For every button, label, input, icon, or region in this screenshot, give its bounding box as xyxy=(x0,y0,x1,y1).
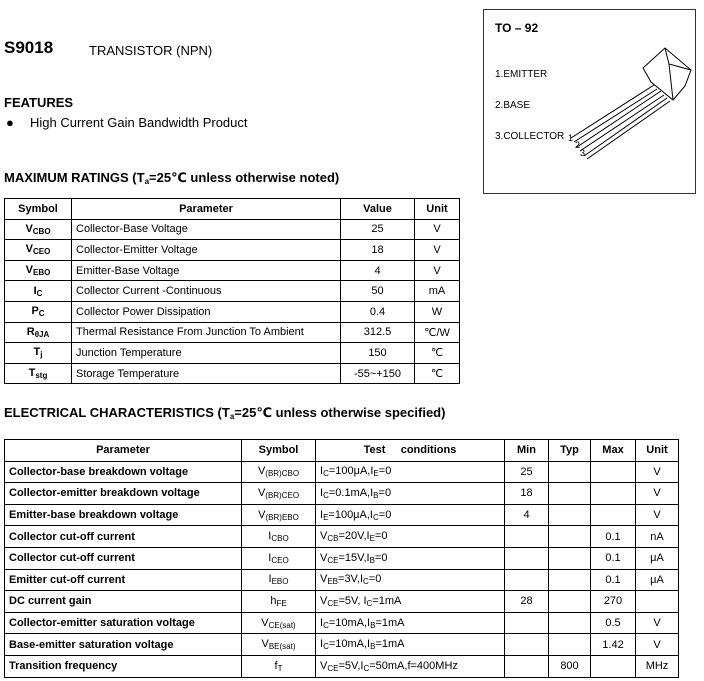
max-ratings-title: MAXIMUM RATINGS ($T_a=25℃$ unless otherwise noted) xyxy=(4,170,340,186)
typ-cell xyxy=(549,504,591,526)
typ-cell xyxy=(549,634,591,656)
max-cell xyxy=(591,504,636,526)
test-conditions-cell: $I_C=10mA,I_B=1mA$ xyxy=(316,634,505,656)
col-header-parameter: Parameter xyxy=(72,199,341,220)
min-cell xyxy=(505,526,549,548)
value-cell: 312.5 xyxy=(341,322,415,343)
unit-cell: V xyxy=(415,240,460,261)
typ-cell xyxy=(549,569,591,591)
test-conditions-cell: $I_C=100\mu A,I_E=0$ xyxy=(316,461,505,483)
pin-number-1: 1 xyxy=(568,133,574,143)
max-cell xyxy=(591,655,636,677)
min-cell: 28 xyxy=(505,591,549,613)
max-cell xyxy=(591,461,636,483)
col-header-max: Max xyxy=(591,440,636,462)
min-cell xyxy=(505,547,549,569)
pin-label-base: 2.BASE xyxy=(495,100,531,111)
typ-cell xyxy=(549,612,591,634)
table-row xyxy=(5,281,460,302)
table-row xyxy=(5,547,679,569)
min-cell: 18 xyxy=(505,483,549,505)
typ-cell xyxy=(549,461,591,483)
symbol-cell: $V_{CEO}$ xyxy=(5,240,72,261)
symbol-cell: $h_{FE}$ xyxy=(242,591,316,613)
min-cell xyxy=(505,612,549,634)
min-cell: 25 xyxy=(505,461,549,483)
table-header-row xyxy=(5,199,460,220)
typ-cell xyxy=(549,483,591,505)
parameter-cell: Thermal Resistance From Junction To Ambient xyxy=(72,322,341,343)
parameter-cell: Collector Power Dissipation xyxy=(72,301,341,322)
max-ratings-table xyxy=(4,198,460,384)
parameter-cell: Collector-Base Voltage xyxy=(72,219,341,240)
table-row xyxy=(5,260,460,281)
package-box xyxy=(483,9,696,194)
table-row xyxy=(5,363,460,384)
col-header-test-conditions: Test conditions xyxy=(316,440,505,462)
unit-cell: V xyxy=(415,260,460,281)
col-header-unit: Unit xyxy=(415,199,460,220)
unit-cell: W xyxy=(415,301,460,322)
unit-cell: nA xyxy=(636,526,679,548)
test-conditions-cell: $I_C=10mA,I_B=1mA$ xyxy=(316,612,505,634)
col-header-symbol: Symbol xyxy=(242,440,316,462)
symbol-cell: $V_{EBO}$ xyxy=(5,260,72,281)
pin-number-3: 3 xyxy=(580,148,586,158)
parameter-cell: Collector-emitter breakdown voltage xyxy=(5,483,242,505)
unit-cell: μA xyxy=(636,569,679,591)
value-cell: 18 xyxy=(341,240,415,261)
value-cell: -55~+150 xyxy=(341,363,415,384)
value-cell: 150 xyxy=(341,343,415,364)
col-header-value: Value xyxy=(341,199,415,220)
unit-cell xyxy=(636,591,679,613)
parameter-cell: Collector cut-off current xyxy=(5,547,242,569)
parameter-cell: Emitter-base breakdown voltage xyxy=(5,504,242,526)
symbol-cell: $P_C$ xyxy=(5,301,72,322)
parameter-cell: Junction Temperature xyxy=(72,343,341,364)
min-cell xyxy=(505,569,549,591)
parameter-cell: Storage Temperature xyxy=(72,363,341,384)
typ-cell: 800 xyxy=(549,655,591,677)
min-cell: 4 xyxy=(505,504,549,526)
pin-number-2: 2 xyxy=(575,140,581,150)
table-row xyxy=(5,240,460,261)
unit-cell: V xyxy=(636,483,679,505)
symbol-cell: $T_{stg}$ xyxy=(5,363,72,384)
test-conditions-cell: $I_E=100\mu A,I_C=0$ xyxy=(316,504,505,526)
part-type: TRANSISTOR (NPN) xyxy=(89,43,213,58)
table-row xyxy=(5,219,460,240)
unit-cell: V xyxy=(636,612,679,634)
table-row xyxy=(5,483,679,505)
to92-package-drawing xyxy=(569,38,694,168)
symbol-cell: $I_C$ xyxy=(5,281,72,302)
table-header-row xyxy=(5,440,679,462)
value-cell: 25 xyxy=(341,219,415,240)
features-heading: FEATURES xyxy=(4,95,74,110)
min-cell xyxy=(505,634,549,656)
symbol-cell: $T_j$ xyxy=(5,343,72,364)
max-cell: 1.42 xyxy=(591,634,636,656)
unit-cell: V xyxy=(636,504,679,526)
max-cell: 0.1 xyxy=(591,547,636,569)
feature-item xyxy=(6,115,248,130)
symbol-cell: $V_{BE(sat)}$ xyxy=(242,634,316,656)
package-title: TO – 92 xyxy=(495,21,539,35)
unit-cell: μA xyxy=(636,547,679,569)
table-row xyxy=(5,504,679,526)
table-row xyxy=(5,526,679,548)
table-row xyxy=(5,634,679,656)
max-cell xyxy=(591,483,636,505)
parameter-cell: Collector Current -Continuous xyxy=(72,281,341,302)
symbol-cell: $I_{CBO}$ xyxy=(242,526,316,548)
value-cell: 50 xyxy=(341,281,415,302)
table-row xyxy=(5,591,679,613)
symbol-cell: $V_{CBO}$ xyxy=(5,219,72,240)
table-row xyxy=(5,461,679,483)
unit-cell: V xyxy=(636,634,679,656)
max-cell: 0.1 xyxy=(591,569,636,591)
electrical-characteristics-title: ELECTRICAL CHARACTERISTICS ($T_a=25℃$ unless otherwise specified) xyxy=(4,405,446,421)
test-conditions-cell: $V_{CE}=5V$, $I_C=1mA$ xyxy=(316,591,505,613)
test-conditions-cell: $V_{CE}=15V,I_B=0$ xyxy=(316,547,505,569)
parameter-cell: Collector-Emitter Voltage xyxy=(72,240,341,261)
symbol-cell: $f_T$ xyxy=(242,655,316,677)
col-header-unit: Unit xyxy=(636,440,679,462)
parameter-cell: Collector-base breakdown voltage xyxy=(5,461,242,483)
pin-label-collector: 3.COLLECTOR xyxy=(495,131,565,142)
max-cell: 270 xyxy=(591,591,636,613)
col-header-symbol: Symbol xyxy=(5,199,72,220)
typ-cell xyxy=(549,591,591,613)
parameter-cell: Collector-emitter saturation voltage xyxy=(5,612,242,634)
symbol-cell: $I_{CEO}$ xyxy=(242,547,316,569)
symbol-cell: $V_{(BR)EBO}$ xyxy=(242,504,316,526)
parameter-cell: Emitter-Base Voltage xyxy=(72,260,341,281)
max-cell: 0.1 xyxy=(591,526,636,548)
test-conditions-cell: $V_{CB}=20V,I_E=0$ xyxy=(316,526,505,548)
parameter-cell: Transition frequency xyxy=(5,655,242,677)
parameter-cell: DC current gain xyxy=(5,591,242,613)
table-row xyxy=(5,655,679,677)
feature-text: High Current Gain Bandwidth Product xyxy=(30,115,248,130)
unit-cell: mA xyxy=(415,281,460,302)
test-conditions-cell: $V_{CE}=5V,I_C=50mA,f=400MHz$ xyxy=(316,655,505,677)
col-header-min: Min xyxy=(505,440,549,462)
symbol-cell: $R_{\theta JA}$ xyxy=(5,322,72,343)
symbol-cell: $V_{(BR)CBO}$ xyxy=(242,461,316,483)
unit-cell: V xyxy=(415,219,460,240)
unit-cell: ℃ xyxy=(415,363,460,384)
min-cell xyxy=(505,655,549,677)
parameter-cell: Base-emitter saturation voltage xyxy=(5,634,242,656)
max-cell: 0.5 xyxy=(591,612,636,634)
parameter-cell: Collector cut-off current xyxy=(5,526,242,548)
symbol-cell: $V_{CE(sat)}$ xyxy=(242,612,316,634)
unit-cell: V xyxy=(636,461,679,483)
unit-cell: ℃ xyxy=(415,343,460,364)
electrical-characteristics-table xyxy=(4,439,679,678)
value-cell: 4 xyxy=(341,260,415,281)
col-header-typ: Typ xyxy=(549,440,591,462)
table-row xyxy=(5,322,460,343)
test-conditions-cell: $V_{EB}=3V,I_C=0$ xyxy=(316,569,505,591)
typ-cell xyxy=(549,526,591,548)
value-cell: 0.4 xyxy=(341,301,415,322)
table-row xyxy=(5,612,679,634)
unit-cell: ℃/W xyxy=(415,322,460,343)
typ-cell xyxy=(549,547,591,569)
test-conditions-cell: $I_C=0.1mA,I_B=0$ xyxy=(316,483,505,505)
pin-label-emitter: 1.EMITTER xyxy=(495,69,548,80)
symbol-cell: $I_{EBO}$ xyxy=(242,569,316,591)
table-row xyxy=(5,343,460,364)
bullet-icon: ● xyxy=(6,115,14,130)
unit-cell: MHz xyxy=(636,655,679,677)
table-row xyxy=(5,569,679,591)
part-number: S9018 xyxy=(4,38,54,57)
parameter-cell: Emitter cut-off current xyxy=(5,569,242,591)
symbol-cell: $V_{(BR)CEO}$ xyxy=(242,483,316,505)
table-row xyxy=(5,301,460,322)
col-header-parameter: Parameter xyxy=(5,440,242,462)
